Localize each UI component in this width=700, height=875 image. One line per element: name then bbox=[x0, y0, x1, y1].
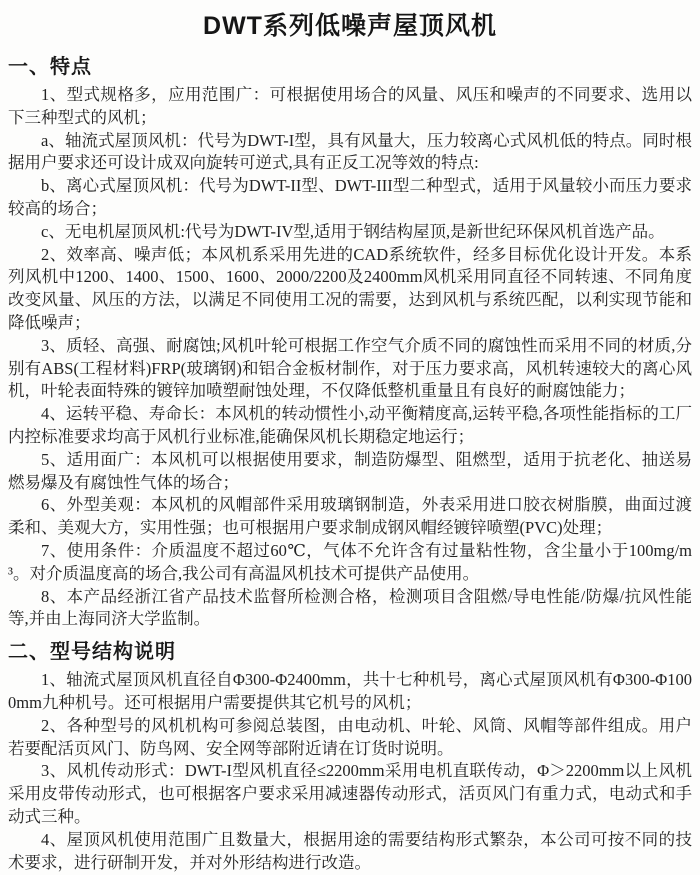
document-title: DWT系列低噪声屋顶风机 bbox=[203, 12, 497, 40]
feature-item-1c: c、无电机屋顶风机:代号为DWT-IV型,适用于钢结构屋顶,是新世纪环保风机首选产品。 bbox=[41, 221, 665, 241]
feature-item-7: 7、使用条件：介质温度不超过60℃，气体不允许含有过量粘性物，含尘量小于100mg/m³。对介质温度高的场合,我公司有高温风机技术可提供产品使用。 bbox=[8, 540, 692, 583]
model-item-2: 2、各种型号的风机机构可参阅总装图，由电动机、叶轮、风筒、风帽等部件组成。用户若要配活页风门、防鸟网、安全网等部附近请在订货时说明。 bbox=[8, 715, 692, 758]
section-features bbox=[8, 50, 692, 631]
feature-item-4: 4、运转平稳、寿命长：本风机的转动惯性小,动平衡精度高,运转平稳,各项性能指标的工厂内控标准要求均高于风机行业标准,能确保风机长期稳定地运行； bbox=[8, 404, 692, 446]
section-model-structure-heading: 二、型号结构说明 bbox=[8, 641, 176, 664]
feature-item-2: 2、效率高、噪声低；本风机系采用先进的CAD系统软件，经多目标优化设计开发。本系列风机中1200、1400、1500、1600、2000/2200及2400mm风机采用同直径不同转速、不同角度改变风量、风压的方法，以满足不同使用工况的需要，达到风机与系统匹配，以利实现节能和降低噪声； bbox=[8, 244, 692, 332]
feature-item-3: 3、质轻、高强、耐腐蚀;风机叶轮可根据工作空气介质不同的腐蚀性而采用不同的材质,分别有ABS(工程材料)FRP(玻璃钢)和铝合金板材制作，对于压力要求高，风机转速较大的离心风机，叶轮表面特殊的镀锌加喷塑耐蚀处理，不仅降低整机重量且有良好的耐腐蚀能力； bbox=[8, 335, 692, 401]
model-item-3: 3、风机传动形式：DWT-I型风机直径≤2200mm采用电机直联传动，Φ＞2200mm以上风机采用皮带传动形式，也可根据客户要求采用减速器传动形式，活页风门有重力式，电动式和手动式三种。 bbox=[8, 761, 692, 826]
model-item-4: 4、屋顶风机使用范围广且数量大，根据用途的需要结构形式繁杂，本公司可按不同的技术要求，进行研制开发，并对外形结构进行改造。 bbox=[8, 829, 692, 872]
model-item-1: 1、轴流式屋顶风机直径自Φ300-Φ2400mm，共十七种机号，离心式屋顶风机有Φ300-Φ1000mm九种机号。还可根据用户需要提供其它机号的风机； bbox=[8, 670, 692, 712]
section-features-heading: 一、特点 bbox=[8, 56, 92, 78]
feature-item-6: 6、外型美观：本风机的风帽部件采用玻璃钢制造，外表采用进口胶衣树脂膜，曲面过渡柔和、美观大方，实用性强；也可根据用户要求制成钢风帽经镀锌喷塑(PVC)处理； bbox=[8, 495, 692, 538]
feature-item-1a: a、轴流式屋顶风机：代号为DWT-I型，具有风量大，压力较离心式风机低的特点。同时根据用户要求还可设计成双向旋转可逆式,具有正反工况等效的特点: bbox=[8, 130, 692, 173]
feature-item-5: 5、适用面广：本风机可以根据使用要求，制造防爆型、阻燃型，适用于抗老化、抽送易燃易爆及有腐蚀性气体的场合； bbox=[8, 449, 692, 492]
section-model-structure bbox=[8, 635, 692, 874]
feature-item-1b: b、离心式屋顶风机：代号为DWT-II型、DWT-III型二种型式，适用于风量较小而压力要求较高的场合； bbox=[8, 176, 692, 218]
feature-item-8: 8、本产品经浙江省产品技术监督所检测合格，检测项目含阻燃/导电性能/防爆/抗风性能等,并由上海同济大学监制。 bbox=[8, 586, 692, 629]
feature-item-1: 1、型式规格多，应用范围广：可根据使用场合的风量、风压和噪声的不同要求、选用以下三种型式的风机； bbox=[8, 85, 692, 127]
